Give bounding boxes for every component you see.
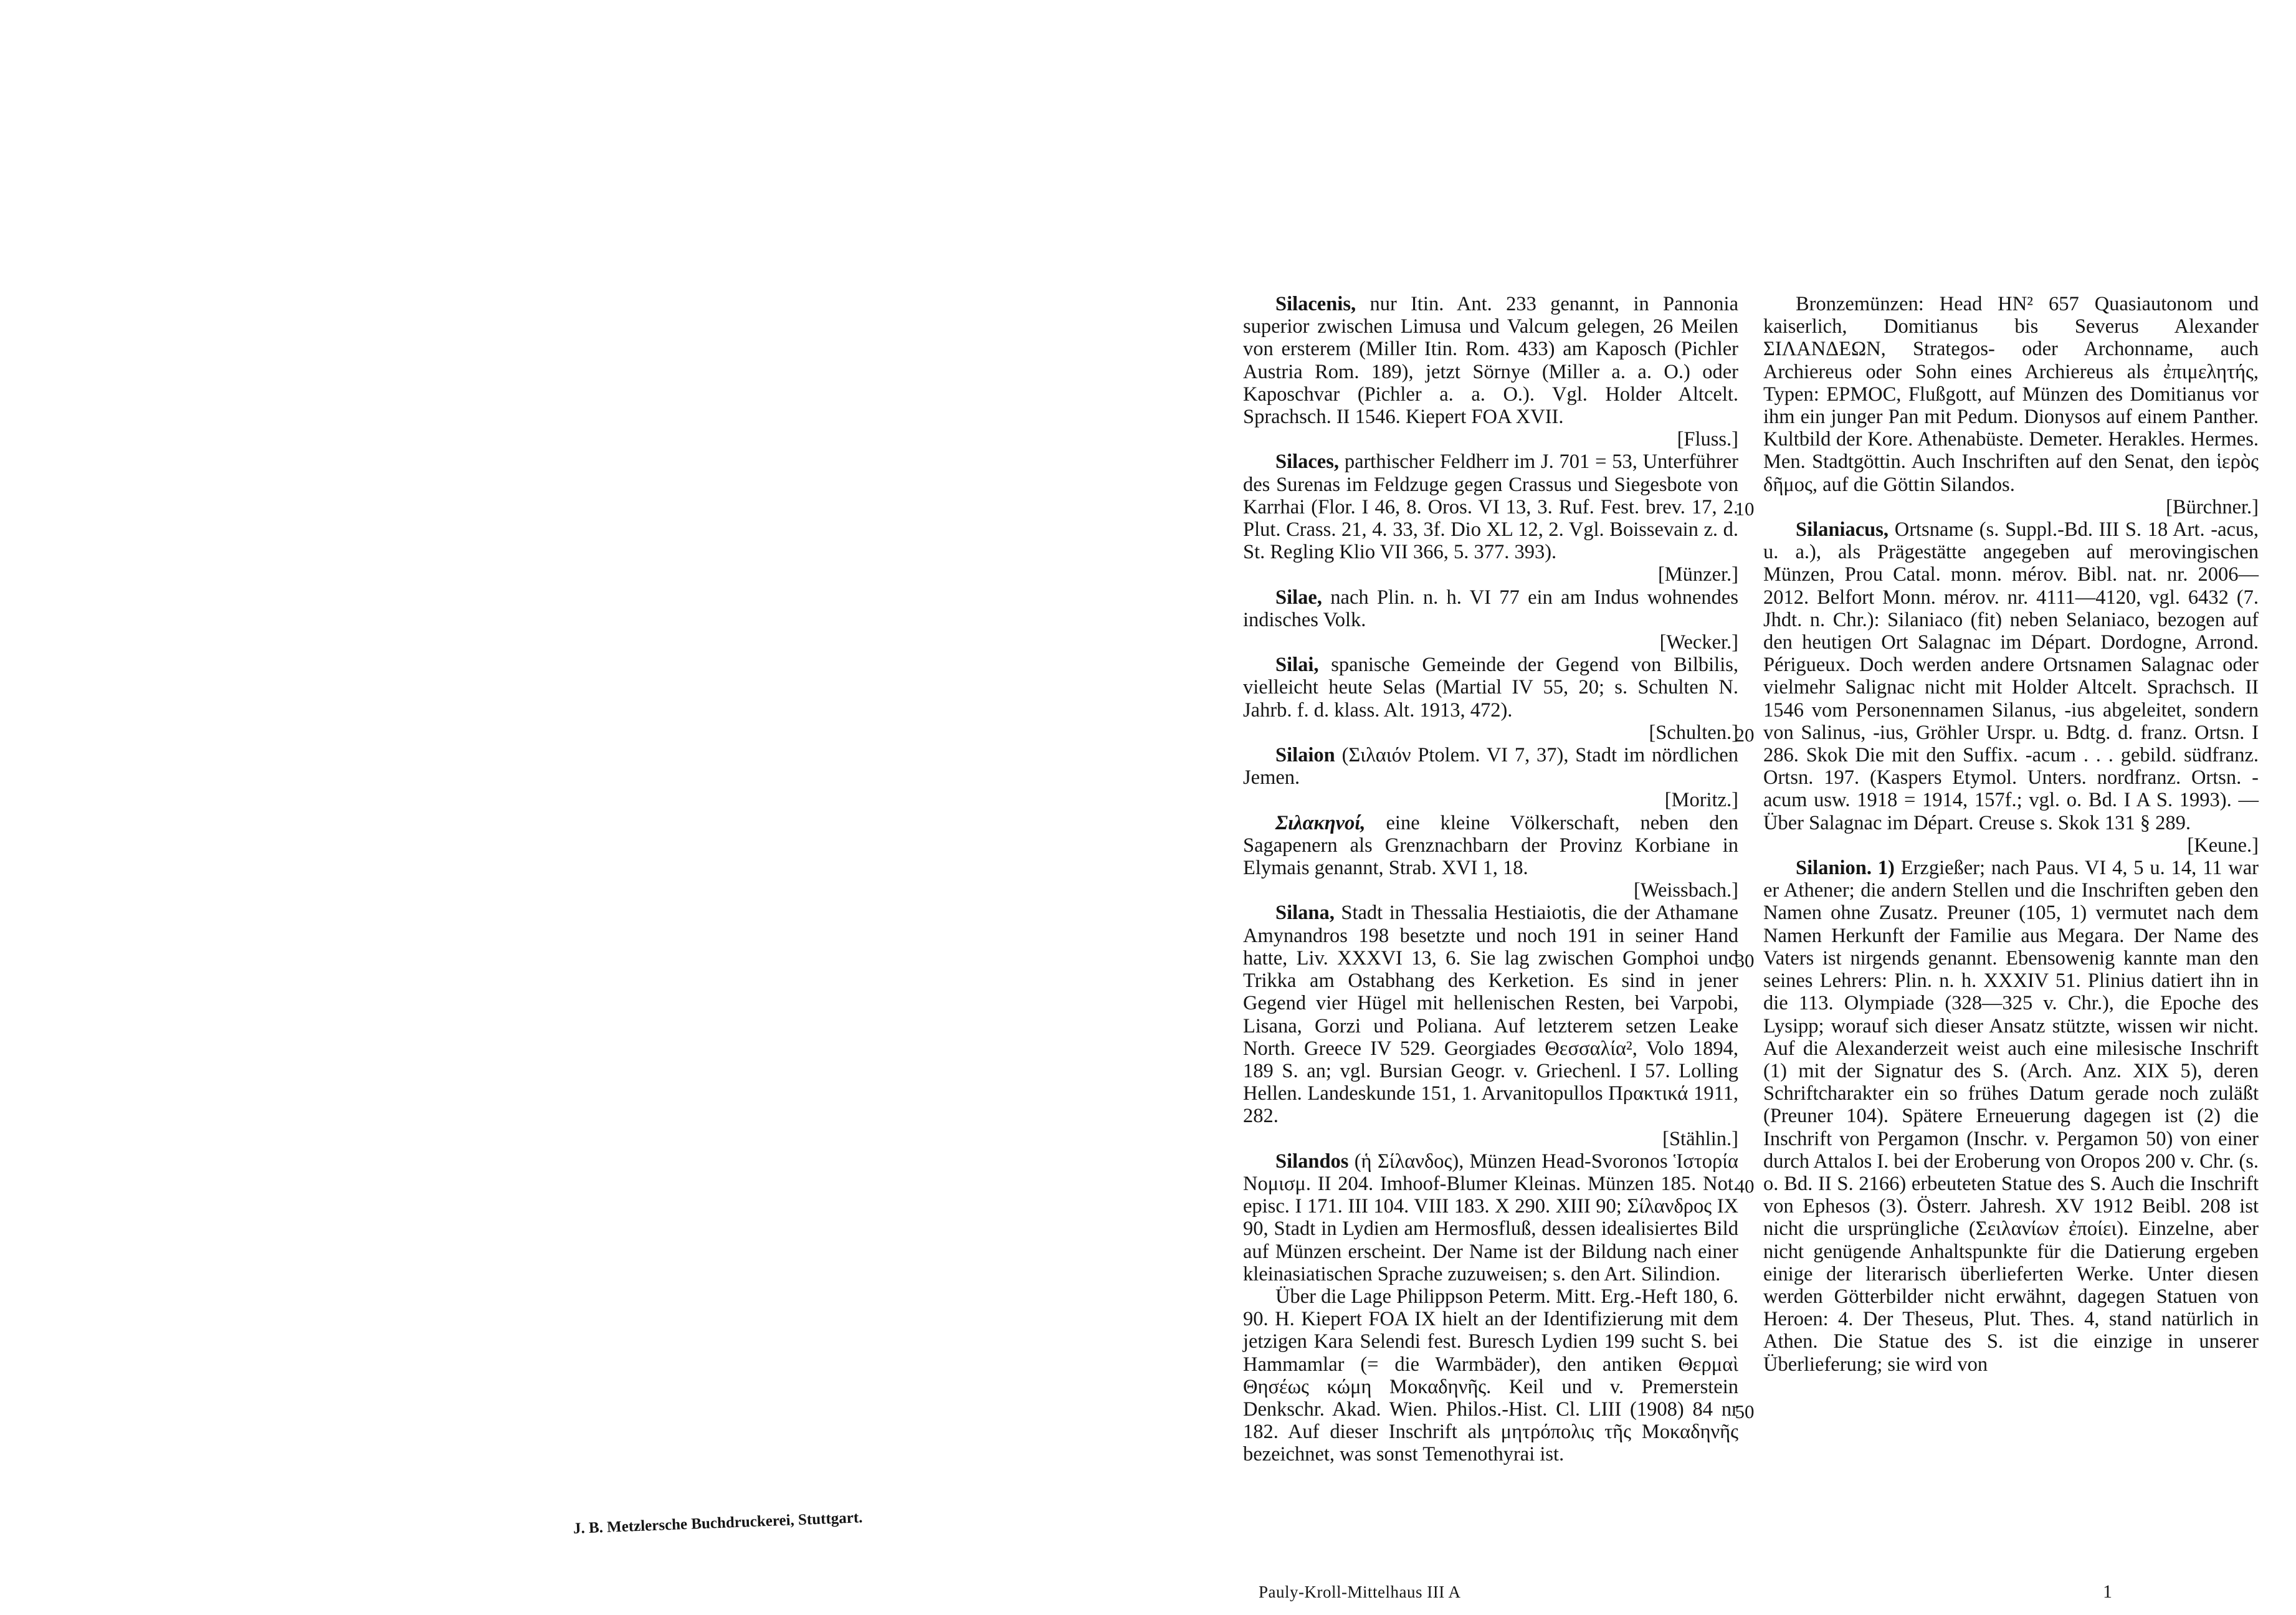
entry [1243,744,1738,812]
entry [1243,450,1738,586]
author-signature: [Wecker.] [1659,631,1738,654]
entry-text: nach Plin. n. h. VI 77 ein am Indus wohnendes indisches Volk. [1243,586,1738,631]
entry [1243,902,1738,1150]
author-signature: [Weissbach.] [1634,879,1738,902]
right-column [1763,293,2259,1376]
entry [1763,518,2259,857]
entry [1243,586,1738,654]
footer-reference: Pauly-Kroll-Mittelhaus III A [1259,1583,1461,1601]
left-column [1243,293,1738,1466]
entry-text: eine kleine Völkerschaft, neben den Sagapenern als Grenznachbarn der Provinz Korbiane in Elymais genannt, Strab. XVI 1, 18. [1243,811,1739,880]
entry-text: Ortsname (s. Suppl.-Bd. III S. 18 Art. -acus, u. a.), als Prägestätte angegeben auf merovingischen Münzen, Prou Catal. monn. mérov. Bibl. nat. nr. 2006—2012. Belfort Monn. mérov. nr. 4111—4120, vgl. 6432 (7. Jhdt. n. Chr.): Silaniaco (fit) neben Selaniaco, bezogen auf den heutigen Ort Salagnac im Départ. Dordogne, Arrond. Périgueux. Doch werden andere Ortsnamen Salagnac oder vielmehr Salignac nicht mit Holder Altcelt. Sprachsch. II 1546 vom Personennamen Silanus, -ius abgeleitet, sondern von Salinus, -ius, Gröhler Urspr. u. Bdtg. d. franz. Ortsn. I 286. Skok Die mit den Suffix. -acum . . . gebild. südfranz. Ortsn. 197. (Kaspers Etymol. Unters. nordfranz. Ortsn. -acum usw. 1918 = 1914, 157f.; vgl. o. Bd. I A S. 1993). — Über Salagnac im Départ. Creuse s. Skok 131 § 289. [1763,518,2259,834]
printer-imprint: J. B. Metzlersche Buchdruckerei, Stuttgart. [573,1509,863,1537]
author-signature: [Moritz.] [1664,789,1738,812]
lemma: Silaces, [1275,450,1340,474]
entry-text: spanische Gemeinde der Gegend von Bilbilis, vielleicht heute Selas (Martial IV 55, 20; s. Schulten N. Jahrb. f. d. klass. Alt. 1913, 472). [1243,654,1738,722]
entry [1243,1150,1738,1285]
entry-text: (ἡ Σίλανδος), Münzen Head-Svoronos Ἱστορία Νομισμ. II 204. Imhoof-Blumer Kleinas. Münzen 185. Not. episc. I 171. III 104. VIII 183. X 290. XIII 90; Σίλανδρος IX 90, Stadt in Lydien am Hermosfluß, dessen idealisiertes Bild auf Münzen erscheint. Der Name ist der Bildung nach einer kleinasiatischen Sprache zuzuweisen; s. den Art. Silindion. [1243,1150,1739,1285]
entry-text: Stadt in Thessalia Hestiaiotis, die der Athamane Amynandros 198 besetzte und noch 191 in seiner Hand hatte, Liv. XXXVI 13, 6. Sie lag zwischen Gomphoi und Trikka am Ostabhang des Kerketion. Es sind in jener Gegend vier Hügel mit hellenischen Resten, bei Varpobi, Lisana, Gorzi und Poliana. Auf letzterem setzen Leake North. Greece IV 529. Georgiades Θεσσαλία², Volo 1894, 189 S. an; vgl. Bursian Geogr. v. Griechenl. I 57. Lolling Hellen. Landeskunde 151, 1. Arvanitopullos Πρακτικά 1911, 282. [1243,902,1738,1128]
line-number: 40 [1735,1175,1755,1197]
author-signature: [Fluss.] [1677,428,1738,451]
lemma: Silaniacus, [1796,518,1889,541]
lemma: Silaion [1275,744,1335,767]
entry-continuation [1243,1285,1738,1466]
entry-continuation [1763,293,2259,518]
line-number: 50 [1735,1401,1755,1422]
entry-text: nur Itin. Ant. 233 genannt, in Pannonia superior zwischen Limusa und Valcum gelegen, 26 Meilen von ersterem (Miller Itin. Rom. 433) am Kaposch (Pichler Austria Rom. 189), jetzt Sörnye (Miller a. a. O.) oder Kaposchvar (Pichler a. a. O.). Vgl. Holder Altcelt. Sprachsch. II 1546. Kiepert FOA XVII. [1243,293,1739,429]
author-signature: [Stählin.] [1662,1127,1738,1150]
lemma: Silae, [1275,586,1322,609]
line-number: 20 [1735,724,1755,746]
entry-text: (Σιλαιόν Ptolem. VI 7, 37), Stadt im nördlichen Jemen. [1243,744,1738,789]
lemma: Σιλακηνοί, [1275,811,1366,834]
line-number: 10 [1735,498,1755,520]
lemma: Silana, [1275,902,1335,925]
entry-text: Bronzemünzen: Head HN² 657 Quasiautonom und kaiserlich, Domitianus bis Severus Alexander ΣΙΛΑΝΔΕΩΝ, Strategos- oder Archonname, auch Archiereus oder Sohn eines Archiereus als ἐπιμελητής, Typen: ΕΡΜΟC, Flußgott, auf Münzen des Domitianus vor ihm ein junger Pan mit Pedum. Dionysos auf einem Panther. Kultbild der Kore. Athenabüste. Demeter. Herakles. Hermes. Men. Stadtgöttin. Auch Inschriften auf den Senat, den ἱερὸς δῆμος, auf die Göttin Silandos. [1763,293,2259,496]
author-signature: [Keune.] [2187,834,2259,857]
line-number: 30 [1735,950,1755,971]
entry [1243,293,1738,450]
lemma: Silanion. 1) [1796,857,1895,880]
author-signature: [Schulten.] [1649,721,1738,744]
entry-text: Über die Lage Philippson Peterm. Mitt. Erg.-Heft 180, 6. 90. H. Kiepert FOA IX hielt an der Identifizierung mit dem jetzigen Kara Selendi fest. Buresch Lydien 199 sucht S. bei Hammamlar (= die Warmbäder), den antiken Θερμαὶ Θησέως κώμη Μοκαδηνῆς. Keil und v. Premerstein Denkschr. Akad. Wien. Philos.-Hist. Cl. LIII (1908) 84 nr 182. Auf dieser Inschrift als μητρόπολις τῆς Μοκαδηνῆς bezeichnet, was sonst Temenothyrai ist. [1243,1285,1738,1466]
page-number: 1 [2103,1581,2112,1602]
lemma: Silacenis, [1275,293,1356,315]
entry-text: parthischer Feldherr im J. 701 = 53, Unterführer des Surenas im Feldzuge gegen Crassus und Siegesbote von Karrhai (Flor. I 46, 8. Oros. VI 13, 3. Ruf. Fest. brev. 17, 2. Plut. Crass. 21, 4. 33, 3f. Dio XL 12, 2. Vgl. Boissevain z. d. St. Regling Klio VII 366, 5. 377. 393). [1243,450,1739,564]
entry [1243,654,1738,744]
entry [1243,812,1738,902]
entry [1763,857,2259,1376]
lemma: Silandos [1275,1150,1349,1173]
entry-text: Erzgießer; nach Paus. VI 4, 5 u. 14, 11 war er Athener; die andern Stellen und die Inschriften geben den Namen ohne Zusatz. Preuner (105, 1) vermutet nach dem Namen Herkunft der Familie aus Megara. Der Name des Vaters ist nirgends genannt. Ebensowenig kannte man den seines Lehrers: Plin. n. h. XXXIV 51. Plinius datiert ihn in die 113. Olympiade (328—325 v. Chr.), die Epoche des Lysipp; worauf sich dieser Ansatz stützte, wissen wir nicht. Auf die Alexanderzeit weist auch eine milesische Inschrift (1) mit der Signatur des S. (Arch. Anz. XIX 5), deren Schriftcharakter ein so frühes Datum gerade noch zuläßt (Preuner 104). Spätere Erneuerung dagegen ist (2) die Inschrift von Pergamon (Inschr. v. Pergamon 50) von einer durch Attalos I. bei der Eroberung von Oropos 200 v. Chr. (s. o. Bd. II S. 2166) erbeuteten Statue des S. Auch die Inschrift von Ephesos (3). Österr. Jahresh. XV 1912 Beibl. 208 ist nicht die ursprüngliche (Σειλανίων ἐποίει). Einzelne, aber nicht genügende Anhaltspunkte für die Datierung ergeben einige der literarisch überlieferten Werke. Unter diesen werden Götterbilder nicht erwähnt, dagegen Statuen von Heroen: 4. Der Theseus, Plut. Thes. 4, stand natürlich in Athen. Die Statue des S. ist die einzige in unserer Überlieferung; sie wird von [1763,857,2259,1376]
author-signature: [Bürchner.] [2166,495,2259,518]
author-signature: [Münzer.] [1657,563,1738,586]
lemma: Silai, [1275,654,1319,677]
